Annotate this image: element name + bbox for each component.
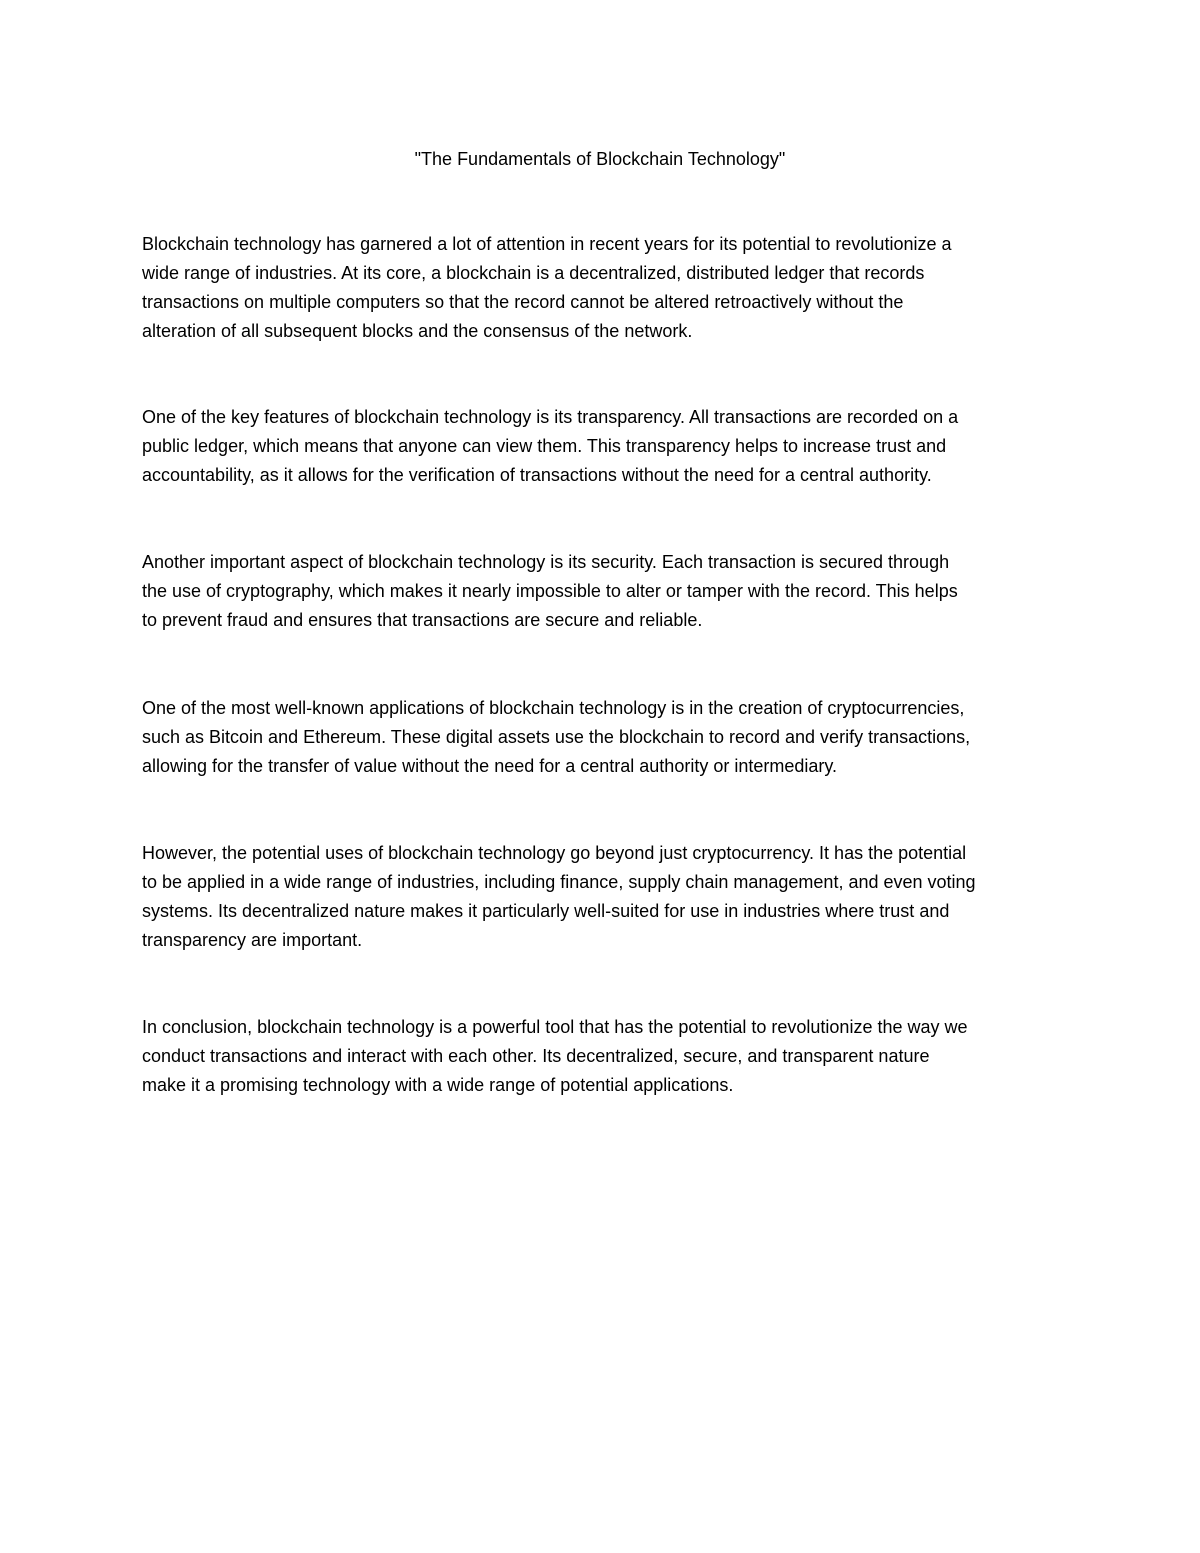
paragraph-line: allowing for the transfer of value without the need for a central authority or intermediary. — [142, 756, 838, 776]
paragraph-line: conduct transactions and interact with each other. Its decentralized, secure, and transparent nature — [142, 1046, 930, 1066]
document-title: "The Fundamentals of Blockchain Technology" — [414, 149, 786, 169]
paragraph-security — [142, 548, 1062, 635]
paragraph-applications — [142, 839, 1062, 955]
paragraph-line: transactions on multiple computers so that the record cannot be altered retroactively without the — [142, 292, 904, 312]
paragraph-conclusion — [142, 1013, 1062, 1100]
paragraph-line: make it a promising technology with a wide range of potential applications. — [142, 1075, 734, 1095]
paragraph-line: One of the most well-known applications of blockchain technology is in the creation of cryptocurrencies, — [142, 698, 965, 718]
paragraph-line: One of the key features of blockchain technology is its transparency. All transactions are recorded on a — [142, 407, 959, 427]
paragraph-line: such as Bitcoin and Ethereum. These digital assets use the blockchain to record and verify transactions, — [142, 727, 971, 747]
paragraph-line: public ledger, which means that anyone can view them. This transparency helps to increase trust and — [142, 436, 947, 456]
paragraph-line: However, the potential uses of blockchain technology go beyond just cryptocurrency. It has the potential — [142, 843, 967, 863]
paragraph-line: transparency are important. — [142, 930, 363, 950]
paragraph-transparency — [142, 403, 1062, 490]
paragraph-line: alteration of all subsequent blocks and the consensus of the network. — [142, 321, 693, 341]
paragraph-line: to prevent fraud and ensures that transactions are secure and reliable. — [142, 610, 703, 630]
paragraph-cryptocurrencies — [142, 694, 1062, 781]
paragraph-line: In conclusion, blockchain technology is a powerful tool that has the potential to revolutionize the way we — [142, 1017, 968, 1037]
paragraph-line: systems. Its decentralized nature makes it particularly well-suited for use in industries where trust and — [142, 901, 950, 921]
paragraph-line: Another important aspect of blockchain technology is its security. Each transaction is secured through — [142, 552, 950, 572]
paragraph-line: accountability, as it allows for the verification of transactions without the need for a central authority. — [142, 465, 932, 485]
paragraph-introduction — [142, 230, 1062, 346]
paragraph-line: Blockchain technology has garnered a lot of attention in recent years for its potential to revolutionize a — [142, 234, 952, 254]
paragraph-line: wide range of industries. At its core, a blockchain is a decentralized, distributed ledger that records — [142, 263, 925, 283]
paragraph-line: to be applied in a wide range of industries, including finance, supply chain management, and even voting — [142, 872, 976, 892]
paragraph-line: the use of cryptography, which makes it nearly impossible to alter or tamper with the record. This helps — [142, 581, 958, 601]
